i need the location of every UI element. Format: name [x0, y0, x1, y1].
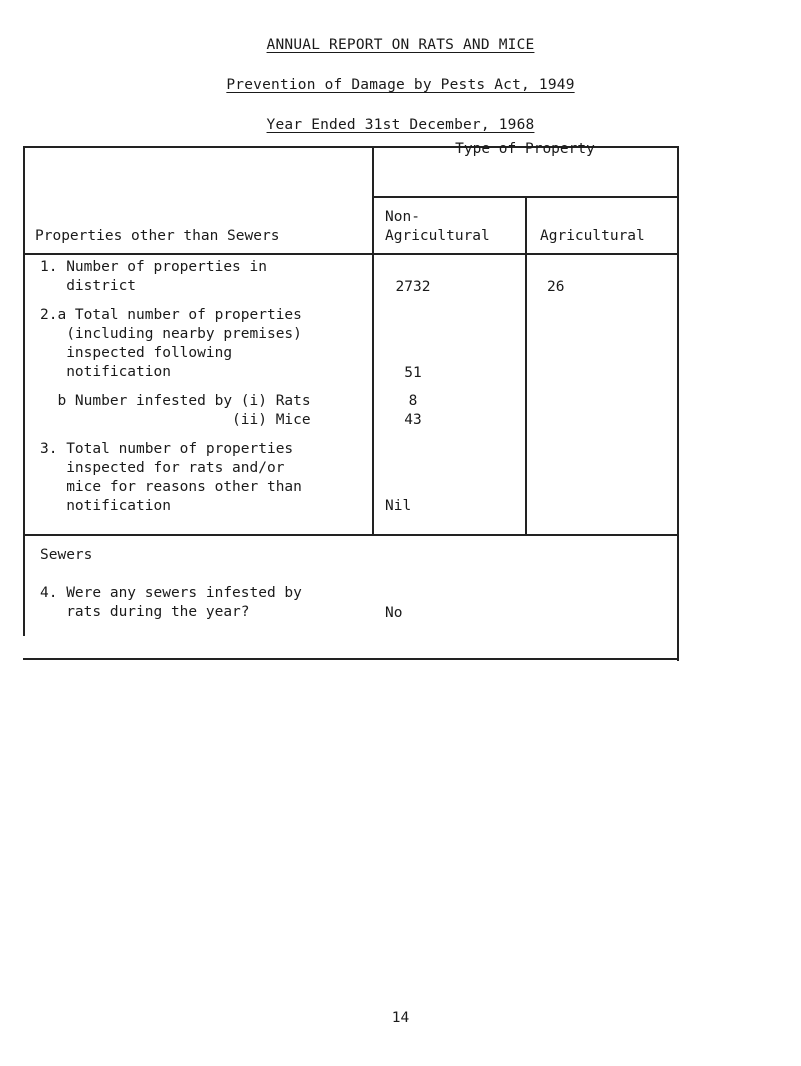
row-2b-rats-value: 8 [408, 393, 418, 409]
report-period: Year Ended 31st December, 1968 [266, 117, 535, 133]
row-2a-label-line3: inspected following [40, 345, 233, 361]
non-agricultural-header-line1: Non- [385, 209, 420, 225]
table-border-right [677, 146, 679, 661]
row-2a-label-line1: 2.a Total number of properties [40, 307, 302, 323]
page-number: 14 [391, 1010, 410, 1026]
row-3-label-line1: 3. Total number of properties [40, 441, 294, 457]
body-col-divider-2 [525, 253, 527, 535]
row-2b-mice-value: 43 [404, 412, 422, 428]
table-border-bottom [23, 658, 678, 660]
row-2a-label-line2: (including nearby premises) [40, 326, 302, 342]
header-bottom-rule [23, 253, 678, 255]
row-1-label-line1: 1. Number of properties in [40, 259, 267, 275]
header-col-divider [372, 146, 374, 254]
report-title: ANNUAL REPORT ON RATS AND MICE [266, 37, 535, 53]
sewers-answer: No [385, 605, 403, 621]
non-agricultural-header-line2: Agricultural [385, 228, 490, 244]
sewers-heading: Sewers [40, 547, 93, 563]
report-subtitle: Prevention of Damage by Pests Act, 1949 [226, 77, 575, 93]
sewers-question-line1: 4. Were any sewers infested by [40, 585, 302, 601]
type-of-property-header: Type of Property [455, 141, 595, 157]
row-2a-non-agricultural-value: 51 [404, 365, 422, 381]
row-3-non-agricultural-value: Nil [385, 498, 412, 514]
row-label-header: Properties other than Sewers [35, 228, 280, 244]
row-2b-label-line1: b Number infested by (i) Rats [40, 393, 311, 409]
row-3-label-line3: mice for reasons other than [40, 479, 302, 495]
row-2b-label-line2: (ii) Mice [40, 412, 311, 428]
row-1-non-agricultural-value: 2732 [395, 279, 431, 295]
body-bottom-rule [23, 534, 678, 536]
table-border-left [23, 146, 25, 636]
row-3-label-line4: notification [40, 498, 171, 514]
header-subcol-divider [525, 196, 527, 254]
row-1-label-line2: district [40, 278, 137, 294]
agricultural-header: Agricultural [540, 228, 645, 244]
row-1-agricultural-value: 26 [547, 279, 565, 295]
row-3-label-line2: inspected for rats and/or [40, 460, 285, 476]
row-2a-label-line4: notification [40, 364, 171, 380]
sewers-question-line2: rats during the year? [40, 604, 250, 620]
